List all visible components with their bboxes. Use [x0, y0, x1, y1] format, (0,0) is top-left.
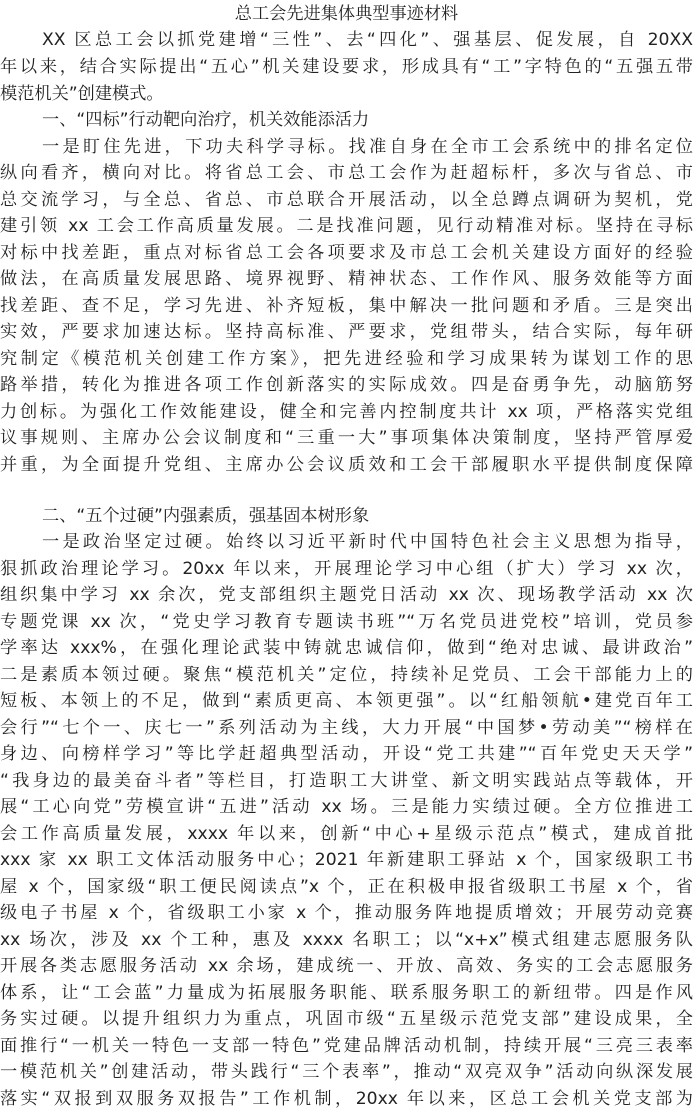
section-2-paragraph-line: 一模范机关”创建活动，带头践行“三个表率”，推动“双亮双争”活动向纵深发展 [0, 1062, 693, 1082]
section-2-paragraph-line: 务实过硬。以提升组织力为重点，巩固市级“五星级示范党支部”建设成果，全 [0, 1009, 693, 1029]
section-1-paragraph-line: 纵向看齐，横向对比。将省总工会、市总工会作为赶超标杆，多次与省总、市 [0, 163, 693, 183]
section-2-paragraph-line: 级电子书屋 x 个，省级职工小家 x 个，推动服务阵地提质增效；开展劳动竞赛 [0, 903, 693, 923]
section-1-paragraph-line: 实效，严要求加速达标。坚持高标准、严要求，党组带头，结合实际，每年研 [0, 322, 693, 342]
section-1-paragraph-line: 路举措，转化为推进各项工作创新落实的实际成效。四是奋勇争先，动脑筋努 [0, 375, 693, 395]
section-2-paragraph-line: 组织集中学习 xx 余次，党支部组织主题党日活动 xx 次、现场教学活动 xx 次 [0, 585, 693, 605]
intro-paragraph-line: XX 区总工会以抓党建增“三性”、去“四化”、强基层、促发展，自 20XX [42, 30, 693, 50]
section-1-paragraph-line: 究制定《模范机关创建工作方案》，把先进经验和学习成果转为谋划工作的思 [0, 349, 693, 369]
section-1-paragraph-line: 一是盯住先进，下功夫科学寻标。找准自身在全市工会系统中的排名定位 [42, 137, 693, 157]
section-2-paragraph-line: 体系，让“工会蓝”力量成为拓展服务职能、联系服务职工的新纽带。四是作风 [0, 983, 693, 1003]
section-heading-1: 一、“四标”行动靶向治疗，机关效能添活力 [42, 110, 370, 130]
section-2-paragraph-line: 屋 x 个，国家级“职工便民阅读点”x 个，正在积极申报省级职工书屋 x 个，省 [0, 877, 693, 897]
section-2-paragraph-line: xx 场次，涉及 xx 个工种，惠及 xxxx 名职工；以“x+x”模式组建志愿服务队 [0, 930, 693, 950]
section-1-paragraph-line: 并重，为全面提升党组、主席办公会议质效和工会干部履职水平提供制度保障 [0, 455, 693, 475]
section-2-paragraph-line: 专题党课 xx 次，“党史学习教育专题读书班”“万名党员进党校”培训，党员参 [0, 612, 693, 632]
section-1-paragraph-line: 议事规则、主席办公会议制度和“三重一大”事项集体决策制度，坚持严管厚爱 [0, 428, 693, 448]
section-2-paragraph-line: 展“工心向党”劳模宣讲“五进”活动 xx 场。三是能力实绩过硬。全方位推进工 [0, 797, 693, 817]
section-2-paragraph-line: “我身边的最美奋斗者”等栏目，打造职工大讲堂、新文明实践站点等载体，开 [0, 771, 693, 791]
document-title: 总工会先进集体典型事迹材料 [234, 4, 459, 24]
section-1-paragraph-line: 建引领 xx 工会工作高质量发展。二是找准问题，见行动精准对标。坚持在寻标 [0, 216, 693, 236]
section-1-paragraph-line: 力创标。为强化工作效能建设，健全和完善内控制度共计 xx 项，严格落实党组 [0, 402, 693, 422]
section-2-paragraph-line: 学率达 xxx%，在强化理论武装中铸就忠诚信仰，做到“绝对忠诚、最讲政治” [0, 638, 693, 658]
section-1-paragraph-line: 对标中找差距，重点对标省总工会各项要求及市总工会机关建设方面好的经验 [0, 243, 693, 263]
intro-paragraph-line: 模范机关”创建模式。 [0, 84, 164, 104]
section-1-paragraph-line: 总交流学习，与全总、省总、市总联合开展活动，以全总蹲点调研为契机，党 [0, 190, 693, 210]
section-2-paragraph-line: 身边、向榜样学习”等比学赶超典型活动，开设“党工共建”“百年党史天天学” [0, 744, 693, 764]
section-2-paragraph-line: 落实“双报到双服务双报告”工作机制，20xx 年以来，区总工会机关党支部为 [0, 1089, 693, 1109]
section-2-paragraph-line: 二是素质本领过硬。聚焦“模范机关”定位，持续补足党员、工会干部能力上的 [0, 665, 693, 685]
section-2-paragraph-line: 狠抓政治理论学习。20xx 年以来，开展理论学习中心组（扩大）学习 xx 次， [0, 559, 693, 579]
section-2-paragraph-line: xxx 家 xx 职工文体活动服务中心；2021 年新建职工驿站 x 个，国家级职工书 [0, 850, 693, 870]
section-2-paragraph-line: 会工作高质量发展，xxxx 年以来，创新“中心+星级示范点”模式，建成首批 [0, 824, 693, 844]
section-2-paragraph-line: 开展各类志愿服务活动 xx 余场，建成统一、开放、高效、务实的工会志愿服务 [0, 956, 693, 976]
section-1-paragraph-line: 做法，在高质量发展思路、境界视野、精神状态、工作作风、服务效能等方面 [0, 269, 693, 289]
section-2-paragraph-line: 面推行“一机关一特色一支部一特色”党建品牌活动机制，持续开展“三亮三表率 [0, 1036, 693, 1056]
intro-paragraph-line: 年以来，结合实际提出“五心”机关建设要求，形成具有“工”字特色的“五强五带 [0, 57, 693, 77]
section-2-paragraph-line: 会行”“七个一、庆七一”系列活动为主线，大力开展“中国梦•劳动美”“榜样在 [0, 718, 693, 738]
section-1-paragraph-line: 找差距、查不足，学习先进、补齐短板，集中解决一批问题和矛盾。三是突出 [0, 296, 693, 316]
section-heading-2: 二、“五个过硬”内强素质，强基固本树形象 [42, 506, 370, 526]
section-2-paragraph-line: 短板、本领上的不足，做到“素质更高、本领更强”。以“红船领航•建党百年工 [0, 691, 693, 711]
section-2-paragraph-line: 一是政治坚定过硬。始终以习近平新时代中国特色社会主义思想为指导， [42, 532, 693, 552]
